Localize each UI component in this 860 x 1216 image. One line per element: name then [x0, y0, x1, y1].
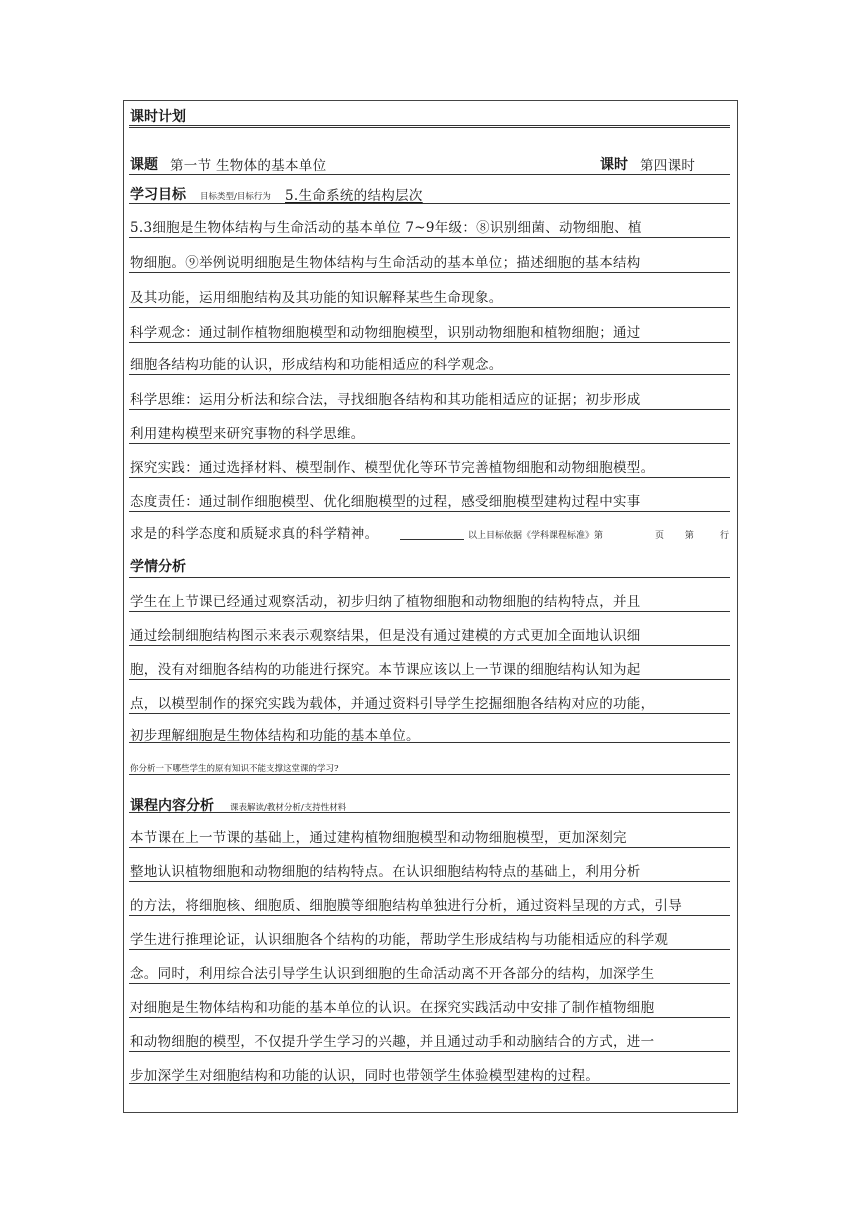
title-double-rule: [129, 125, 730, 131]
line-rule: [129, 1083, 730, 1084]
learner-line: 初步理解细胞是生物体结构和功能的基本单位。: [130, 728, 420, 744]
content-line: 步加深学生对细胞结构和功能的认识，同时也带领学生体验模型建构的过程。: [130, 1068, 600, 1084]
period-value: 第四课时: [640, 158, 696, 174]
source-line-word: 行: [720, 531, 730, 541]
learner-analysis-label: 学情分析: [130, 559, 186, 575]
content-line: 本节课在上一节课的基础上，通过建构植物细胞模型和动物细胞模型，更加深刻完: [130, 830, 627, 846]
topic-label: 课题: [130, 157, 158, 173]
content-analysis-hint: 课表解读/教材分析/支持性材料: [230, 803, 347, 813]
objective-line: 科学观念：通过制作植物细胞模型和动物细胞模型，识别动物细胞和植物细胞；通过: [130, 325, 641, 341]
line-rule: [129, 949, 730, 950]
content-line: 学生进行推理论证，认识细胞各个结构的功能，帮助学生形成结构与功能相适应的科学观: [130, 932, 669, 948]
objective-line: 求是的科学态度和质疑求真的科学精神。: [130, 526, 379, 542]
line-rule: [129, 881, 730, 882]
line-rule: [129, 272, 730, 273]
objective-line: 科学思维：运用分析法和综合法，寻找细胞各结构和其功能相适应的证据；初步形成: [130, 392, 641, 408]
line-rule: [129, 645, 730, 646]
topic-rule: [129, 174, 730, 175]
line-rule: [129, 679, 730, 680]
line-rule: [129, 237, 730, 238]
line-rule: [129, 443, 730, 444]
line-rule: [129, 477, 730, 478]
learner-prompt: 你分析一下哪些学生的原有知识不能支撑这堂课的学习?: [130, 764, 339, 774]
line-rule: [129, 1051, 730, 1052]
objectives-label: 学习目标: [130, 187, 186, 203]
section-rule: [129, 774, 730, 775]
objective-line: 探究实践：通过选择材料、模型制作、模型优化等环节完善植物细胞和动物细胞模型。: [130, 460, 655, 476]
line-rule: [129, 342, 730, 343]
line-rule: [129, 742, 730, 743]
line-rule: [129, 847, 730, 848]
plan-title: 课时计划: [130, 109, 186, 125]
objective-line: 态度责任：通过制作细胞模型、优化细胞模型的过程，感受细胞模型建构过程中实事: [130, 494, 641, 510]
learner-line: 点，以模型制作的探究实践为载体，并通过资料引导学生挖掘细胞各结构对应的功能，: [130, 696, 655, 712]
objectives-rule: [129, 203, 730, 204]
line-rule: [129, 1017, 730, 1018]
line-rule: [129, 611, 730, 612]
content-analysis-label: 课程内容分析: [130, 798, 214, 814]
source-page-word: 页 第: [655, 531, 694, 541]
source-note: 以上目标依据《学科课程标准》第: [468, 531, 604, 541]
section-rule: [129, 577, 730, 578]
objective-line: 5.3细胞是生物体结构与生命活动的基本单位 7~9年级：⑧识别细菌、动物细胞、植: [130, 220, 642, 236]
line-rule: [129, 915, 730, 916]
learner-line: 通过绘制细胞结构图示来表示观察结果，但是没有通过建模的方式更加全面地认识细: [130, 628, 641, 644]
objective-line: 物细胞。⑨举例说明细胞是生物体结构与生命活动的基本单位；描述细胞的基本结构: [130, 255, 641, 271]
objectives-category: 5.生命系统的结构层次: [285, 188, 423, 204]
period-label: 课时: [600, 157, 628, 173]
content-line: 对细胞是生物体结构和功能的基本单位的认识。在探究实践活动中安排了制作植物细胞: [130, 1000, 655, 1016]
line-rule: [129, 409, 730, 410]
line-rule: [129, 983, 730, 984]
objective-line: 及其功能，运用细胞结构及其功能的知识解释某些生命现象。: [130, 290, 503, 306]
section-rule: [129, 812, 730, 813]
objective-line: 利用建构模型来研究事物的科学思维。: [130, 426, 365, 442]
learner-line: 胞，没有对细胞各结构的功能进行探究。本节课应该以上一节课的细胞结构认知为起: [130, 662, 641, 678]
learner-line: 学生在上节课已经通过观察活动，初步归纳了植物细胞和动物细胞的结构特点，并且: [130, 594, 641, 610]
line-rule: [129, 374, 730, 375]
line-rule: [129, 307, 730, 308]
topic-value: 第一节 生物体的基本单位: [170, 158, 327, 174]
line-rule: [129, 713, 730, 714]
line-rule: [129, 511, 730, 512]
content-line: 整地认识植物细胞和动物细胞的结构特点。在认识细胞结构特点的基础上，利用分析: [130, 864, 641, 880]
content-line: 的方法，将细胞核、细胞质、细胞膜等细胞结构单独进行分析，通过资料呈现的方式，引导: [130, 898, 682, 914]
content-line: 和动物细胞的模型，不仅提升学生学习的兴趣，并且通过动手和动脑结合的方式，进一: [130, 1034, 655, 1050]
source-blank-rule: [400, 539, 464, 540]
objectives-type-hint: 目标类型/目标行为: [200, 192, 271, 202]
content-line: 念。同时，利用综合法引导学生认识到细胞的生命活动离不开各部分的结构，加深学生: [130, 966, 655, 982]
objective-line: 细胞各结构功能的认识，形成结构和功能相适应的科学观念。: [130, 357, 503, 373]
